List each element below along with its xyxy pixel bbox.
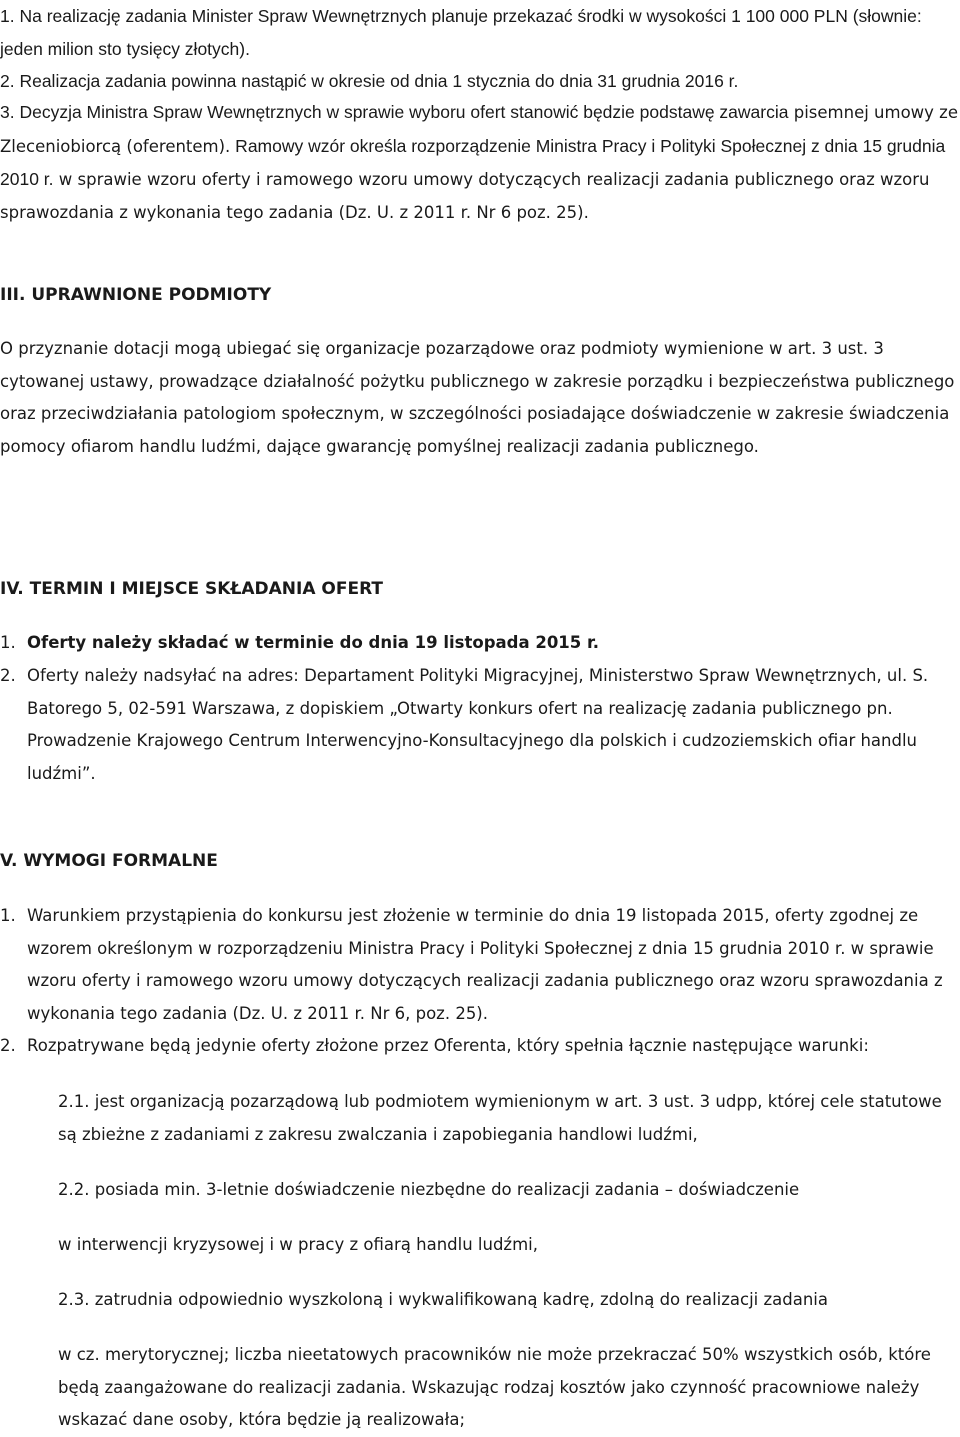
requirement-text: Warunkiem przystąpienia do konkursu jest złożenie w terminie do dnia 19 listopada 2015, oferty zgodnej ze wzorem określonym w rozporządzeniu Ministra Pracy i Polityki Społecznej z dnia 15 grudnia 2010 r. w sprawie wzoru oferty i ramowego wzoru umowy dotyczących realizacji zadania publicznego oraz wzoru sprawozdania z wykonania tego zadania (Dz. U. z 2011 r. Nr 6, poz. 25). bbox=[27, 906, 943, 1023]
paragraph-3-body: pisemnej umowy ze Zleceniobiorcą (oferentem). bbox=[0, 103, 958, 156]
section-v-item-2 bbox=[0, 1030, 960, 1063]
paragraph-3 bbox=[0, 96, 958, 229]
list-number: 1. bbox=[0, 633, 16, 652]
section-iii-text: O przyznanie dotacji mogą ubiegać się organizacje pozarządowe oraz podmioty wymienione w art. 3 ust. 3 cytowanej ustawy, prowadzące działalność pożytku publicznego w zakresie porządku i bezpieczeństwa publicznego oraz przeciwdziałania patologiom społecznym, w szczególności posiadające doświadczenie w zakresie świadczenia pomocy ofiarom handlu ludźmi, dające gwarancję pomyślnej realizacji zadania publicznego. bbox=[0, 339, 955, 456]
paragraph-3-tail: w sprawie wzoru oferty i ramowego wzoru umowy dotyczących realizacji zadania publicznego oraz wzoru sprawozdania z wykonania tego zadania (Dz. U. z 2011 r. Nr 6 poz. 25). bbox=[0, 170, 930, 222]
address-details: Departament Polityki Migracyjnej, Ministerstwo Spraw Wewnętrznych, ul. S. Batorego 5, 02-591 Warszawa, z dopiskiem „Otwarty konkurs ofert na realizację zadania publicznego pn. Prowadzenie Krajowego Centrum Interwencyjno-Konsultacyjnego dla polskich i cudzoziemskich ofiar handlu ludźmi”. bbox=[27, 666, 929, 783]
list-number: 2. bbox=[0, 666, 16, 685]
paragraph-3-regulation: Ramowy wzór określa rozporządzenie Ministra Pracy i Polityki Społecznej z dnia 15 grudnia 2010 r. bbox=[0, 135, 946, 189]
section-v-item-1 bbox=[0, 900, 960, 1030]
condition-2-2-line-1: 2.2. posiada min. 3-letnie doświadczenie niezbędne do realizacji zadania – doświadczenie bbox=[58, 1180, 800, 1199]
condition-2-3-line-2: w cz. merytorycznej; liczba nieetatowych pracowników nie może przekraczać 50% wszystkich osób, które będą zaangażowane do realizacji zadania. Wskazując rodzaj kosztów jako czynność pracowniowe należy wskazać dane osoby, która będzie ją realizowała; bbox=[58, 1345, 931, 1429]
deadline-text: Oferty należy składać w terminie do dnia 19 listopada 2015 r. bbox=[27, 633, 600, 652]
address-text bbox=[27, 660, 959, 790]
section-iv-heading: IV. TERMIN I MIEJSCE SKŁADANIA OFERT bbox=[0, 579, 384, 599]
paragraph-3-lead: 3. Decyzja Ministra Spraw Wewnętrznych w sprawie wyboru ofert stanowić będzie podstawę zawarcia bbox=[0, 102, 789, 122]
list-number: 2. bbox=[0, 1036, 16, 1055]
section-iii-heading: III. UPRAWNIONE PODMIOTY bbox=[0, 285, 272, 305]
section-iv-item-2 bbox=[0, 660, 960, 790]
list-number: 1. bbox=[0, 906, 16, 925]
paragraph-2: 2. Realizacja zadania powinna nastąpić w okresie od dnia 1 stycznia do dnia 31 grudnia 2016 r. bbox=[0, 71, 739, 91]
condition-2-2-line-2: w interwencji kryzysowej i w pracy z ofiarą handlu ludźmi, bbox=[58, 1235, 538, 1254]
section-v-heading: V. WYMOGI FORMALNE bbox=[0, 851, 218, 871]
condition-2-1: 2.1. jest organizacją pozarządową lub podmiotem wymienionym w art. 3 ust. 3 udpp, której cele statutowe są zbieżne z zadaniami z zakresu zwalczania i zapobiegania handlowi ludźmi, bbox=[58, 1092, 942, 1144]
paragraph-1: 1. Na realizację zadania Minister Spraw Wewnętrznych planuje przekazać środki w wysokości 1 100 000 PLN (słownie: jeden milion sto tysięcy złotych). bbox=[0, 6, 922, 59]
address-lead: Oferty należy nadsyłać na adres: bbox=[27, 666, 299, 685]
conditions-intro: Rozpatrywane będą jedynie oferty złożone przez Oferenta, który spełnia łącznie następujące warunki: bbox=[27, 1036, 869, 1055]
section-iv-item-1 bbox=[0, 627, 960, 660]
condition-2-3-line-1: 2.3. zatrudnia odpowiednio wyszkoloną i wykwalifikowaną kadrę, zdolną do realizacji zadania bbox=[58, 1290, 829, 1309]
